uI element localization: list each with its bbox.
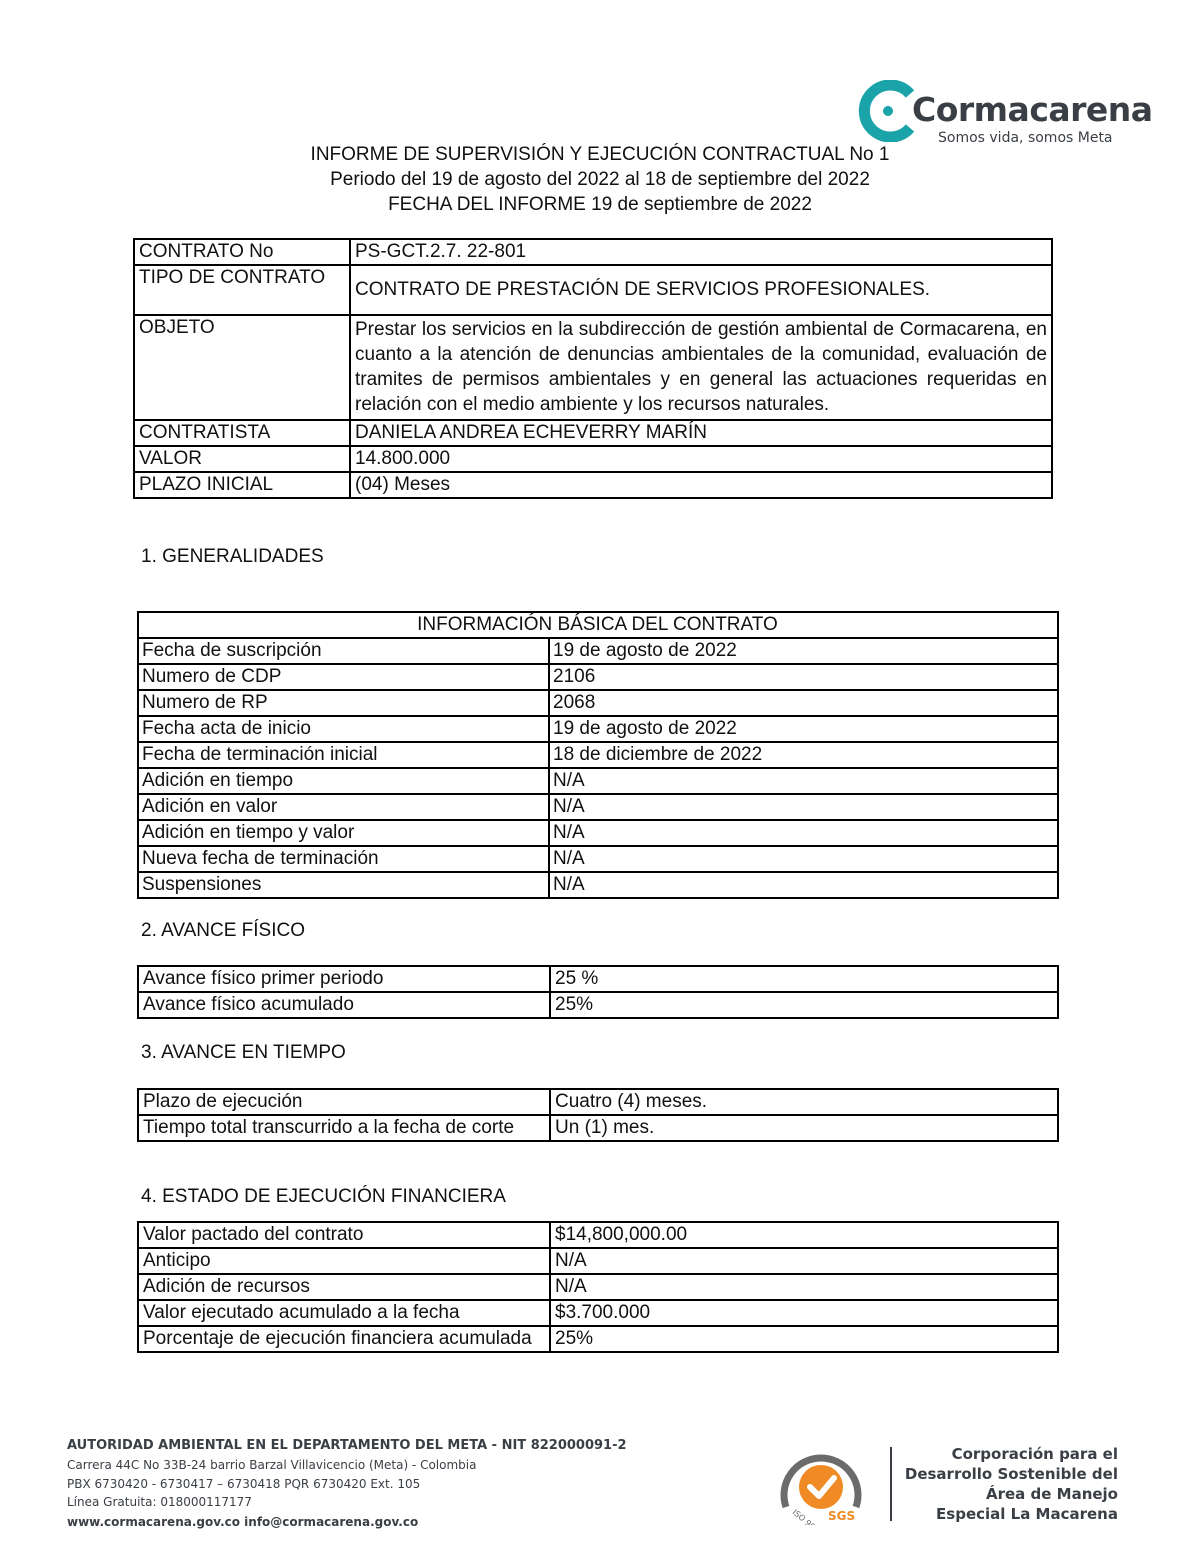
row-value: 2068 xyxy=(549,690,1058,716)
basic-info-title: INFORMACIÓN BÁSICA DEL CONTRATO xyxy=(138,612,1058,638)
row-label: Numero de RP xyxy=(138,690,549,716)
table-row xyxy=(138,872,1058,898)
table-row xyxy=(138,846,1058,872)
logo-wordmark: Cormacarena xyxy=(912,90,1153,129)
table-row xyxy=(134,446,1052,472)
table-row xyxy=(138,690,1058,716)
row-value: 2106 xyxy=(549,664,1058,690)
table-row xyxy=(138,1222,1058,1248)
row-label: Avance físico primer periodo xyxy=(138,966,550,992)
table-row xyxy=(138,1089,1058,1115)
cormacarena-logo xyxy=(858,80,1153,150)
row-label: Valor ejecutado acumulado a la fecha xyxy=(138,1300,550,1326)
report-period: Periodo del 19 de agosto del 2022 al 18 de septiembre del 2022 xyxy=(330,169,870,190)
row-value: 19 de agosto de 2022 xyxy=(549,716,1058,742)
seal-sgs-text: SGS xyxy=(828,1509,856,1523)
section-heading-avance-tiempo: 3. AVANCE EN TIEMPO xyxy=(141,1042,346,1063)
table-row xyxy=(138,1115,1058,1141)
org-line-1: Corporación para el xyxy=(951,1445,1118,1463)
table-row xyxy=(138,664,1058,690)
table-row xyxy=(138,742,1058,768)
row-label: Fecha de terminación inicial xyxy=(138,742,549,768)
contract-type-label: TIPO DE CONTRATO xyxy=(134,265,350,315)
row-value: Un (1) mes. xyxy=(550,1115,1058,1141)
table-row xyxy=(134,265,1052,315)
logo-tagline: Somos vida, somos Meta xyxy=(938,130,1113,146)
table-row xyxy=(134,420,1052,446)
footer-phones: PBX 6730420 - 6730417 – 6730418 PQR 6730420 Ext. 105 xyxy=(67,1476,421,1491)
footer-contact xyxy=(67,1436,627,1532)
row-value: N/A xyxy=(549,872,1058,898)
footer-address: Carrera 44C No 33B-24 barrio Barzal Villavicencio (Meta) - Colombia xyxy=(67,1458,477,1472)
row-value: N/A xyxy=(550,1274,1058,1300)
contractor-value: DANIELA ANDREA ECHEVERRY MARÍN xyxy=(350,420,1052,446)
sgs-iso-seal xyxy=(778,1445,868,1525)
row-value: N/A xyxy=(549,768,1058,794)
value-value: 14.800.000 xyxy=(350,446,1052,472)
report-date: FECHA DEL INFORME 19 de septiembre de 2022 xyxy=(388,194,812,215)
row-label: Anticipo xyxy=(138,1248,550,1274)
section-heading-ejecucion-financiera: 4. ESTADO DE EJECUCIÓN FINANCIERA xyxy=(141,1186,506,1207)
footer-free-line: Línea Gratuita: 018000117177 xyxy=(67,1495,252,1509)
table-row xyxy=(134,315,1052,420)
row-label: Plazo de ejecución xyxy=(138,1089,550,1115)
initial-term-value: (04) Meses xyxy=(350,472,1052,498)
org-line-2: Desarrollo Sostenible del xyxy=(904,1465,1118,1483)
physical-progress-table xyxy=(137,965,1059,1019)
time-progress-table xyxy=(137,1088,1059,1142)
table-row xyxy=(138,820,1058,846)
basic-info-table xyxy=(137,611,1059,899)
contract-table xyxy=(133,238,1053,499)
row-value: N/A xyxy=(549,846,1058,872)
row-value: 19 de agosto de 2022 xyxy=(549,638,1058,664)
row-value: 18 de diciembre de 2022 xyxy=(549,742,1058,768)
contract-type-text: CONTRATO DE PRESTACIÓN DE SERVICIOS PROFESIONALES. xyxy=(355,279,931,300)
org-line-3: Área de Manejo xyxy=(985,1485,1118,1503)
footer-authority: AUTORIDAD AMBIENTAL EN EL DEPARTAMENTO DEL META - NIT 822000091-2 xyxy=(67,1438,627,1453)
contractor-label: CONTRATISTA xyxy=(134,420,350,446)
row-label: Avance físico acumulado xyxy=(138,992,550,1018)
financial-execution-table xyxy=(137,1221,1059,1353)
row-value: 25% xyxy=(550,992,1058,1018)
table-row xyxy=(138,794,1058,820)
table-row xyxy=(138,1248,1058,1274)
row-value: Cuatro (4) meses. xyxy=(550,1089,1058,1115)
row-label: Valor pactado del contrato xyxy=(138,1222,550,1248)
row-label: Adición de recursos xyxy=(138,1274,550,1300)
table-row xyxy=(138,1274,1058,1300)
contract-number-value: PS-GCT.2.7. 22-801 xyxy=(350,239,1052,265)
footer-web-link[interactable]: www.cormacarena.gov.co info@cormacarena.gov.co xyxy=(67,1514,419,1529)
section-heading-generalidades: 1. GENERALIDADES xyxy=(141,546,324,567)
section-heading-avance-fisico: 2. AVANCE FÍSICO xyxy=(141,920,306,941)
row-label: Nueva fecha de terminación xyxy=(138,846,549,872)
value-label: VALOR xyxy=(134,446,350,472)
seal-iso-text: ISO 9001 xyxy=(790,1507,825,1525)
row-label: Porcentaje de ejecución financiera acumulada xyxy=(138,1326,550,1352)
row-label: Numero de CDP xyxy=(138,664,549,690)
table-row xyxy=(138,612,1058,638)
row-label: Fecha de suscripción xyxy=(138,638,549,664)
row-label: Tiempo total transcurrido a la fecha de corte xyxy=(138,1115,550,1141)
row-value: $14,800,000.00 xyxy=(550,1222,1058,1248)
org-line-4: Especial La Macarena xyxy=(936,1505,1118,1523)
row-value: N/A xyxy=(549,794,1058,820)
contract-object-label: OBJETO xyxy=(134,315,350,420)
row-label: Adición en tiempo xyxy=(138,768,549,794)
row-label: Suspensiones xyxy=(138,872,549,898)
table-row xyxy=(138,638,1058,664)
contract-number-label: CONTRATO No xyxy=(134,239,350,265)
row-value: N/A xyxy=(549,820,1058,846)
table-row xyxy=(138,966,1058,992)
footer-organization xyxy=(880,1444,1118,1524)
row-label: Fecha acta de inicio xyxy=(138,716,549,742)
row-label: Adición en tiempo y valor xyxy=(138,820,549,846)
row-label: Adición en valor xyxy=(138,794,549,820)
table-row xyxy=(138,992,1058,1018)
certification-seal-icon xyxy=(778,1445,868,1525)
contract-type-value xyxy=(350,265,1052,315)
row-value: $3.700.000 xyxy=(550,1300,1058,1326)
table-row xyxy=(138,1300,1058,1326)
initial-term-label: PLAZO INICIAL xyxy=(134,472,350,498)
contract-object-value: Prestar los servicios en la subdirección de gestión ambiental de Cormacarena, en cuanto a la atención de denuncias ambientales de la comunidad, evaluación de tramites de permisos ambientales y en general las actuaciones requeridas en relación con el medio ambiente y los recursos naturales. xyxy=(350,315,1052,420)
table-row xyxy=(138,716,1058,742)
logo-c-icon xyxy=(858,80,918,142)
row-value: 25% xyxy=(550,1326,1058,1352)
table-row xyxy=(138,1326,1058,1352)
row-value: N/A xyxy=(550,1248,1058,1274)
row-value: 25 % xyxy=(550,966,1058,992)
table-row xyxy=(134,472,1052,498)
report-title: INFORME DE SUPERVISIÓN Y EJECUCIÓN CONTRACTUAL No 1 xyxy=(310,144,890,165)
table-row xyxy=(138,768,1058,794)
table-row xyxy=(134,239,1052,265)
